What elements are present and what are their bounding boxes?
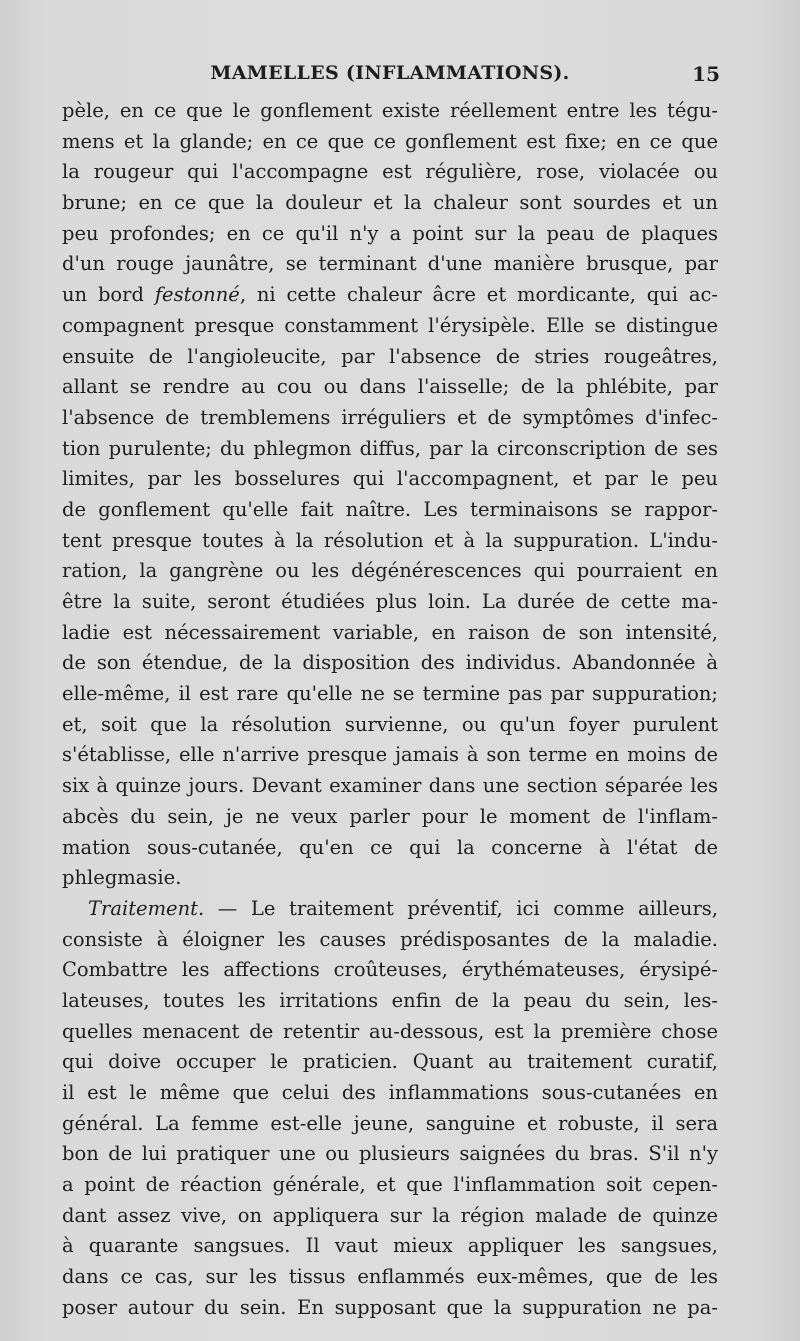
text-line: consiste à éloigner les causes prédisposantes de la maladie. (62, 927, 718, 951)
text-line: la rougeur qui l'accompagne est régulière, rose, violacée ou (62, 160, 718, 184)
text-line: limites, par les bosselures qui l'accompagnent, et par le peu (62, 467, 718, 491)
text-fragment: un bord (62, 283, 155, 307)
text-line: a point de réaction générale, et que l'inflammation soit cepen- (62, 1173, 718, 1197)
text-line: Combattre les affections croûteuses, érythémateuses, érysipé- (62, 958, 718, 982)
body-text (62, 96, 718, 1324)
text-line: compagnent presque constamment l'érysipèle. Elle se distingue (62, 313, 718, 337)
text-line: phlegmasie. (62, 866, 182, 890)
text-line: être la suite, seront étudiées plus loin. La durée de cette ma- (62, 590, 718, 613)
text-fragment: — Le traitement préventif, ici comme ailleurs, (204, 896, 718, 920)
text-line: peu profondes; en ce qu'il n'y a point sur la peau de plaques (62, 221, 718, 245)
text-line: tion purulente; du phlegmon diffus, par la circonscription de ses (62, 436, 718, 460)
section-heading: Traitement. (88, 896, 205, 920)
text-line: quelles menacent de retentir au-dessous, est la première chose (62, 1019, 718, 1043)
text-line: et, soit que la résolution survienne, ou qu'un foyer purulent (62, 712, 718, 736)
text-line: il est le même que celui des inflammations sous-cutanées en (62, 1081, 718, 1104)
page-header (62, 62, 718, 90)
text-line: tent presque toutes à la résolution et à la suppuration. L'indu- (62, 528, 718, 552)
page-number: 15 (692, 62, 720, 86)
text-line: à quarante sangsues. Il vaut mieux appliquer les sangsues, (62, 1234, 718, 1258)
text-line: brune; en ce que la douleur et la chaleur sont sourdes et un (62, 191, 718, 215)
text-line: pèle, en ce que le gonflement existe réellement entre les tégu- (62, 99, 718, 122)
text-line: d'un rouge jaunâtre, se terminant d'une manière brusque, par (62, 252, 718, 276)
text-line: poser autour du sein. En supposant que la suppuration ne pa- (62, 1295, 718, 1319)
text-line: lateuses, toutes les irritations enfin de la peau du sein, les- (62, 988, 718, 1012)
running-head: MAMELLES (INFLAMMATIONS). (210, 62, 570, 84)
text-line: général. La femme est-elle jeune, sanguine et robuste, il sera (62, 1111, 718, 1135)
text-line: ensuite de l'angioleucite, par l'absence de stries rougeâtres, (62, 344, 718, 368)
text-fragment: , ni cette chaleur âcre et mordicante, qui ac- (239, 283, 718, 307)
text-line: dans ce cas, sur les tissus enflammés eux-mêmes, que de les (62, 1265, 718, 1289)
text-line: six à quinze jours. Devant examiner dans une section séparée les (62, 774, 718, 798)
text-line: mation sous-cutanée, qu'en ce qui la concerne à l'état de (62, 835, 718, 859)
text-line: s'établisse, elle n'arrive presque jamais à son terme en moins de (62, 743, 718, 767)
text-line-festonne (62, 280, 718, 311)
italic-word: festonné (154, 283, 240, 307)
text-line: dant assez vive, on appliquera sur la région malade de quinze (62, 1203, 718, 1227)
text-line: de son étendue, de la disposition des individus. Abandonnée à (62, 651, 718, 675)
text-line: mens et la glande; en ce que ce gonflement est fixe; en ce que (62, 129, 718, 153)
text-line: qui doive occuper le praticien. Quant au traitement curatif, (62, 1050, 718, 1074)
text-line: ladie est nécessairement variable, en raison de son intensité, (62, 620, 718, 644)
text-line: elle-même, il est rare qu'elle ne se termine pas par suppuration; (62, 682, 718, 706)
text-line-traitement (62, 894, 718, 925)
text-line: bon de lui pratiquer une ou plusieurs saignées du bras. S'il n'y (62, 1142, 718, 1166)
text-line: allant se rendre au cou ou dans l'aisselle; de la phlébite, par (62, 375, 718, 399)
text-line: ration, la gangrène ou les dégénérescences qui pourraient en (62, 559, 718, 583)
text-line: de gonflement qu'elle fait naître. Les terminaisons se rappor- (62, 497, 718, 521)
text-line: l'absence de tremblemens irréguliers et de symptômes d'infec- (62, 405, 718, 429)
text-line: abcès du sein, je ne veux parler pour le moment de l'inflam- (62, 804, 718, 828)
